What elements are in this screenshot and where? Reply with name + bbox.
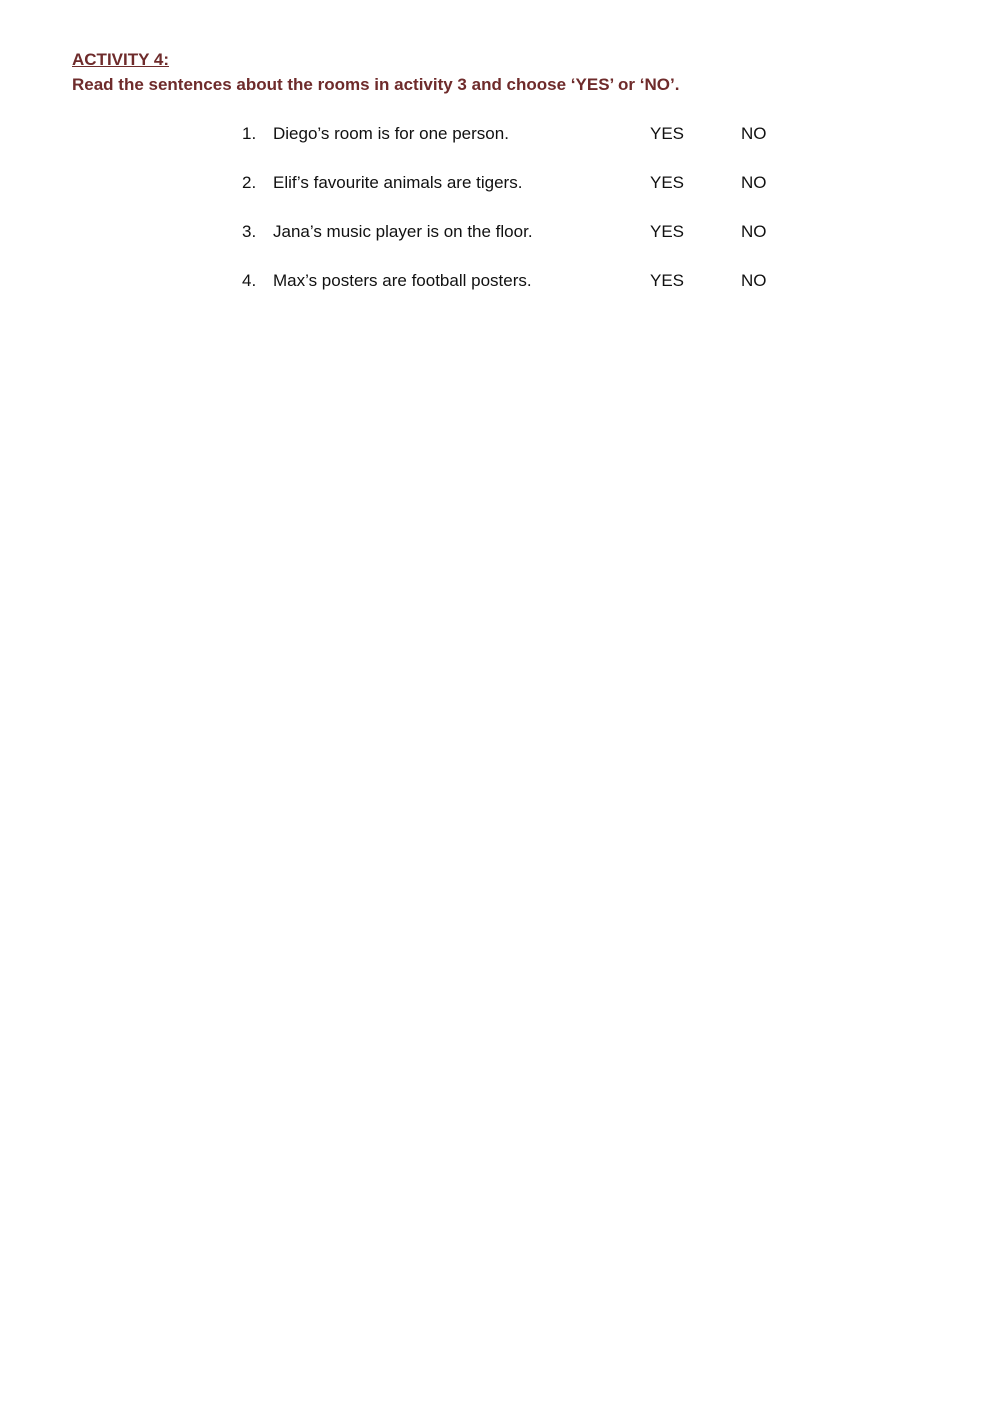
- question-sentence: Diego’s room is for one person.: [273, 124, 509, 143]
- no-option[interactable]: NO: [741, 222, 767, 241]
- question-row-4: [242, 269, 802, 318]
- question-row-2: [242, 171, 802, 220]
- yes-option[interactable]: YES: [650, 124, 685, 143]
- question-number: 2.: [242, 173, 257, 192]
- activity-title: ACTIVITY 4:: [72, 50, 169, 69]
- question-row-3: [242, 220, 802, 269]
- question-number: 3.: [242, 222, 257, 241]
- question-sentence: Max’s posters are football posters.: [273, 271, 532, 290]
- no-option[interactable]: NO: [741, 271, 767, 290]
- question-list: [242, 122, 802, 318]
- yes-option[interactable]: YES: [650, 222, 685, 241]
- yes-option[interactable]: YES: [650, 173, 685, 192]
- question-sentence: Elif’s favourite animals are tigers.: [273, 173, 523, 192]
- activity-instructions: Read the sentences about the rooms in activity 3 and choose ‘YES’ or ‘NO’.: [72, 75, 680, 94]
- yes-option[interactable]: YES: [650, 271, 685, 290]
- activity-heading: [72, 49, 679, 96]
- question-number: 4.: [242, 271, 257, 290]
- question-sentence: Jana’s music player is on the floor.: [273, 222, 533, 241]
- question-number: 1.: [242, 124, 257, 143]
- question-row-1: [242, 122, 802, 171]
- no-option[interactable]: NO: [741, 124, 767, 143]
- no-option[interactable]: NO: [741, 173, 767, 192]
